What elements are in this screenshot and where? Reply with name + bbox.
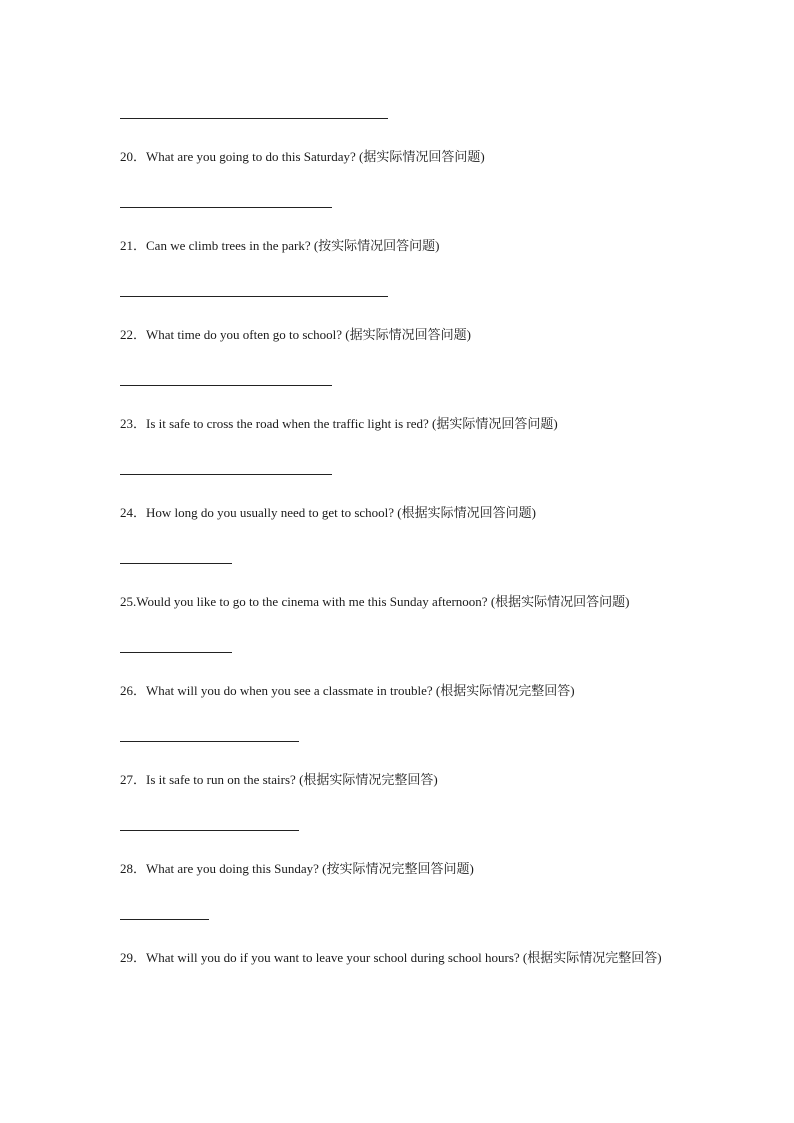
answer-line — [120, 118, 388, 119]
question-text: .Would you like to go to the cinema with me this Sunday afternoon? (根据实际情况回答问题) — [133, 594, 630, 609]
question-text: ．Can we climb trees in the park? (按实际情况回答问题) — [133, 238, 440, 253]
question-number: 28 — [120, 861, 133, 876]
question-text: ．What will you do if you want to leave your school during school hours? (根据实际情况完整回答) — [133, 950, 662, 965]
answer-line — [120, 296, 388, 297]
answer-line — [120, 474, 332, 475]
answer-line — [120, 207, 332, 208]
question-number: 21 — [120, 238, 133, 253]
question-23 — [120, 408, 680, 439]
question-number: 24 — [120, 505, 133, 520]
answer-line — [120, 741, 299, 742]
question-28 — [120, 853, 680, 884]
question-number: 27 — [120, 772, 133, 787]
question-text: ．What time do you often go to school? (据实际情况回答问题) — [133, 327, 471, 342]
question-text: ．What are you going to do this Saturday? (据实际情况回答问题) — [133, 149, 485, 164]
question-number: 23 — [120, 416, 133, 431]
question-text: ．Is it safe to cross the road when the traffic light is red? (据实际情况回答问题) — [133, 416, 558, 431]
answer-line — [120, 919, 209, 920]
answer-line — [120, 385, 332, 386]
answer-line — [120, 830, 299, 831]
answer-line — [120, 563, 232, 564]
question-text: ．What are you doing this Sunday? (按实际情况完整回答问题) — [133, 861, 474, 876]
question-24 — [120, 497, 680, 528]
question-26 — [120, 675, 680, 706]
question-27 — [120, 764, 680, 795]
answer-line — [120, 652, 232, 653]
question-29 — [120, 942, 680, 973]
question-number: 26 — [120, 683, 133, 698]
question-25 — [120, 586, 680, 617]
question-text: ．Is it safe to run on the stairs? (根据实际情况完整回答) — [133, 772, 438, 787]
question-number: 25 — [120, 594, 133, 609]
question-22 — [120, 319, 680, 350]
question-number: 29 — [120, 950, 133, 965]
question-21 — [120, 230, 680, 261]
question-number: 20 — [120, 149, 133, 164]
question-text: ．What will you do when you see a classmate in trouble? (根据实际情况完整回答) — [133, 683, 575, 698]
question-number: 22 — [120, 327, 133, 342]
question-20 — [120, 141, 680, 172]
question-text: ．How long do you usually need to get to school? (根据实际情况回答问题) — [133, 505, 536, 520]
